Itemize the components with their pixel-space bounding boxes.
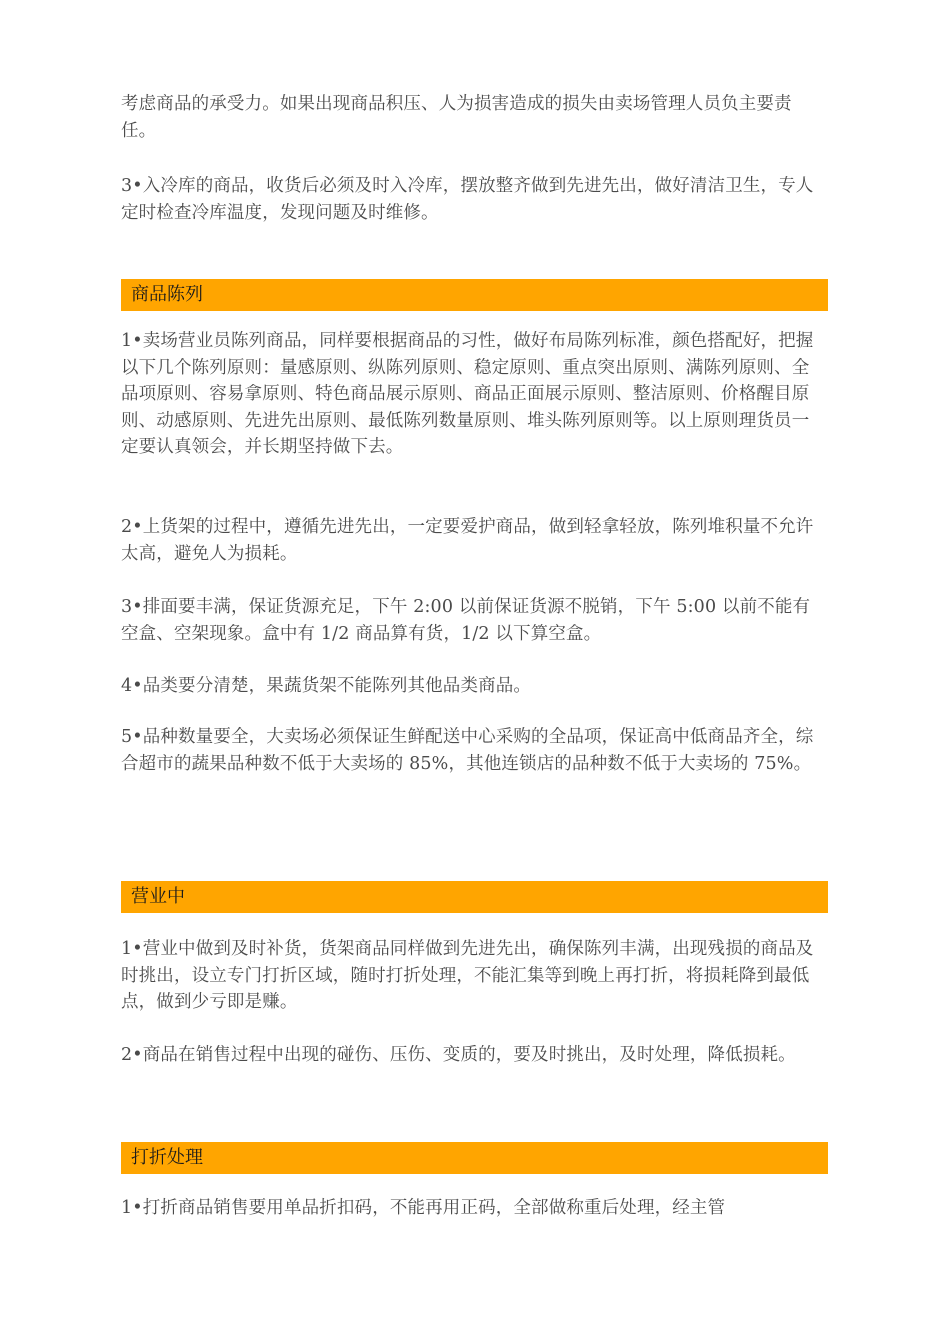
display-paragraph-2: 2•上货架的过程中，遵循先进先出，一定要爱护商品，做到轻拿轻放，陈列堆积量不允许太高，避免人为损耗。 (121, 517, 814, 564)
section-heading-discount: 打折处理 (121, 1142, 828, 1174)
display-paragraph-5: 5•品种数量要全，大卖场必须保证生鲜配送中心采购的全品项，保证高中低商品齐全，综合超市的蔬果品种数不低于大卖场的 85%，其他连锁店的品种数不低于大卖场的 75%。 (121, 727, 814, 774)
display-paragraph-1: 1•卖场营业员陈列商品，同样要根据商品的习性，做好布局陈列标准，颜色搭配好，把握以下几个陈列原则：量感原则、纵陈列原则、稳定原则、重点突出原则、满陈列原则、全品项原则、容易拿原则、特色商品展示原则、商品正面展示原则、整洁原则、价格醒目原则、动感原则、先进先出原则、最低陈列数量原则、堆头陈列原则等。以上原则理货员一定要认真领会，并长期坚持做下去。 (121, 331, 814, 457)
section-heading-in-business: 营业中 (121, 881, 828, 913)
display-paragraph-3: 3•排面要丰满，保证货源充足，下午 2:00 以前保证货源不脱销，下午 5:00 以前不能有空盒、空架现象。盒中有 1/2 商品算有货，1/2 以下算空盒。 (121, 597, 811, 644)
section-heading-display: 商品陈列 (121, 279, 828, 311)
discount-paragraph-1: 1•打折商品销售要用单品折扣码，不能再用正码，全部做称重后处理，经主管 (121, 1198, 726, 1218)
intro-paragraph-1: 考虑商品的承受力。如果出现商品积压、人为损害造成的损失由卖场管理人员负主要责任。 (121, 94, 792, 141)
display-paragraph-4: 4•品类要分清楚，果蔬货架不能陈列其他品类商品。 (121, 676, 532, 696)
business-paragraph-1: 1•营业中做到及时补货，货架商品同样做到先进先出，确保陈列丰满，出现残损的商品及时挑出，设立专门打折区域，随时打折处理，不能汇集等到晚上再打折，将损耗降到最低点，做到少亏即是赚。 (121, 939, 814, 1012)
business-paragraph-2: 2•商品在销售过程中出现的碰伤、压伤、变质的，要及时挑出，及时处理，降低损耗。 (121, 1045, 796, 1065)
intro-paragraph-2: 3•入冷库的商品，收货后必须及时入冷库，摆放整齐做到先进先出，做好清洁卫生，专人定时检查冷库温度，发现问题及时维修。 (121, 176, 814, 223)
